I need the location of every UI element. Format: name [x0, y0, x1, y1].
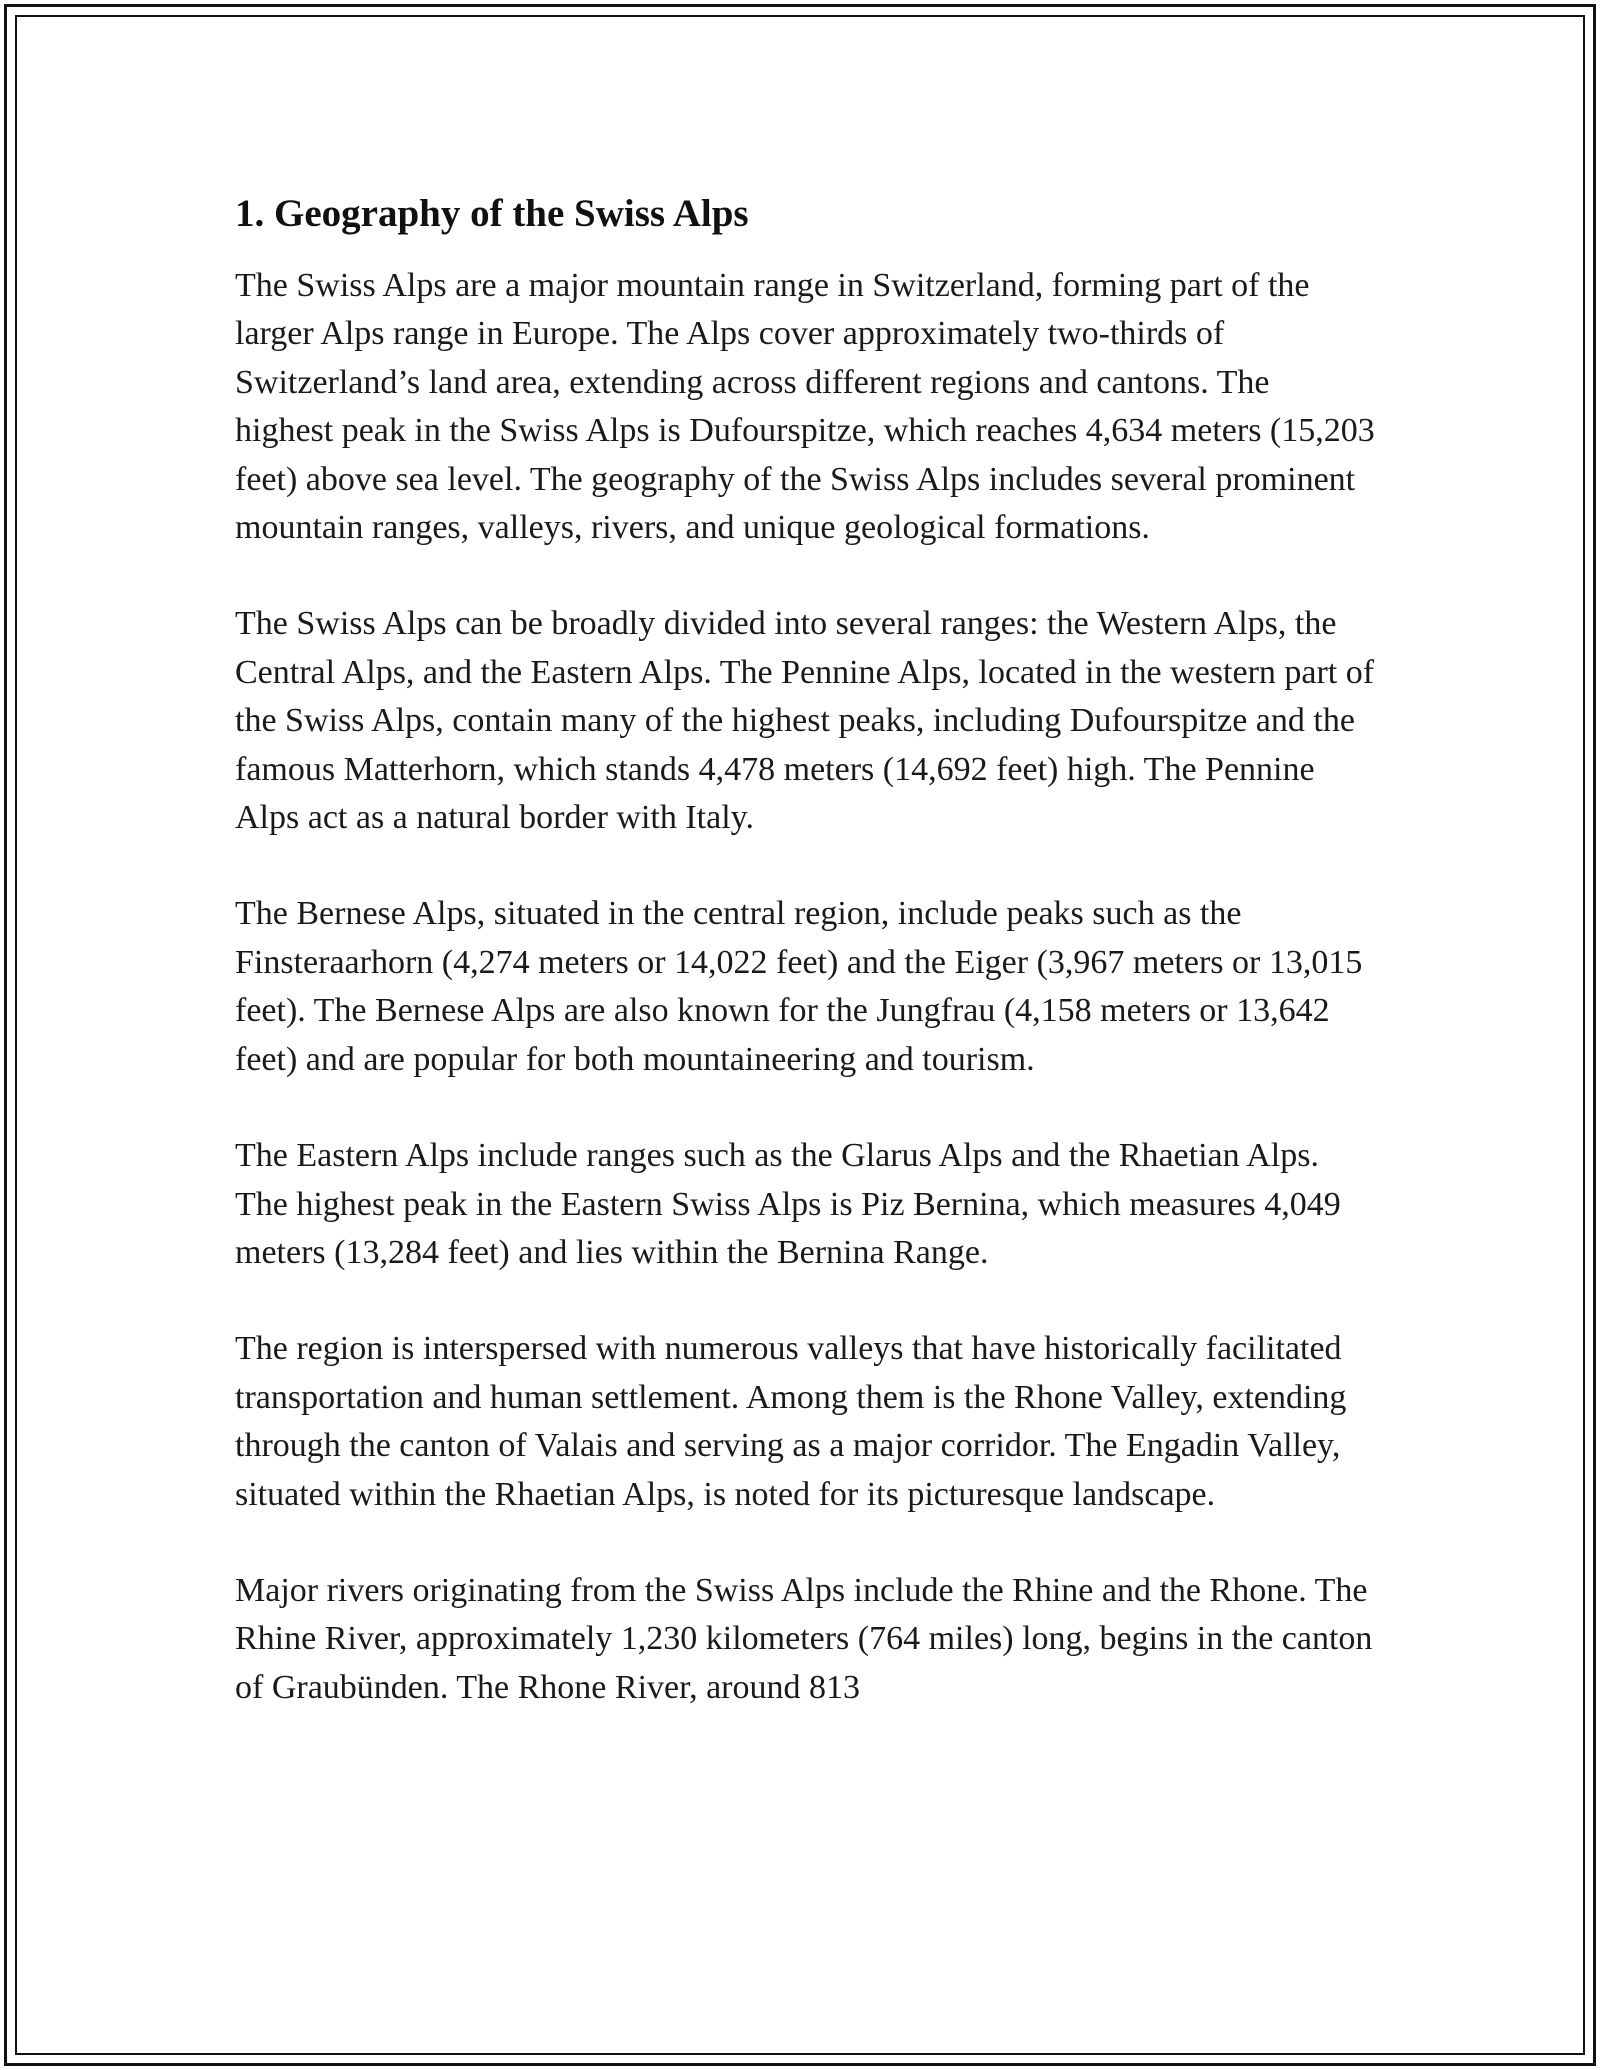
paragraph-rivers: Major rivers originating from the Swiss Alps include the Rhine and the Rhone. The Rhine River, approximately 1,230 kilometers (764 miles) long, begins in the canton of Graubünden. The Rhone River, around 813 — [235, 1571, 1373, 1706]
paragraph-overview: The Swiss Alps are a major mountain range in Switzerland, forming part of the larger Alps range in Europe. The Alps cover approximately two-thirds of Switzerland’s land area, extending across different regions and cantons. The highest peak in the Swiss Alps is Dufourspitze, which reaches 4,634 meters (15,203 feet) above sea level. The geography of the Swiss Alps includes several prominent mountain ranges, valleys, rivers, and unique geological formations. — [235, 267, 1375, 547]
paragraph-ranges: The Swiss Alps can be broadly divided into several ranges: the Western Alps, the Central Alps, and the Eastern Alps. The Pennine Alps, located in the western part of the Swiss Alps, contain many of the highest peaks, including Dufourspitze and the famous Matterhorn, which stands 4,478 meters (14,692 feet) high. The Pennine Alps act as a natural border with Italy. — [235, 605, 1375, 837]
paragraph-valleys: The region is interspersed with numerous valleys that have historically facilitated transportation and human settlement. Among them is the Rhone Valley, extending through the canton of Valais and serving as a major corridor. The Engadin Valley, situated within the Rhaetian Alps, is noted for its picturesque landscape. — [235, 1330, 1347, 1513]
document-body — [235, 188, 1375, 1760]
section-heading: 1. Geography of the Swiss Alps — [235, 192, 749, 235]
paragraph-bernese-alps: The Bernese Alps, situated in the central region, include peaks such as the Finsteraarhorn (4,274 meters or 14,022 feet) and the Eiger (3,967 meters or 13,015 feet). The Bernese Alps are also known for the Jungfrau (4,158 meters or 13,642 feet) and are popular for both mountaineering and tourism. — [235, 895, 1363, 1078]
paragraph-eastern-alps: The Eastern Alps include ranges such as the Glarus Alps and the Rhaetian Alps. The highest peak in the Eastern Swiss Alps is Piz Bernina, which measures 4,049 meters (13,284 feet) and lies within the Bernina Range. — [235, 1137, 1341, 1271]
